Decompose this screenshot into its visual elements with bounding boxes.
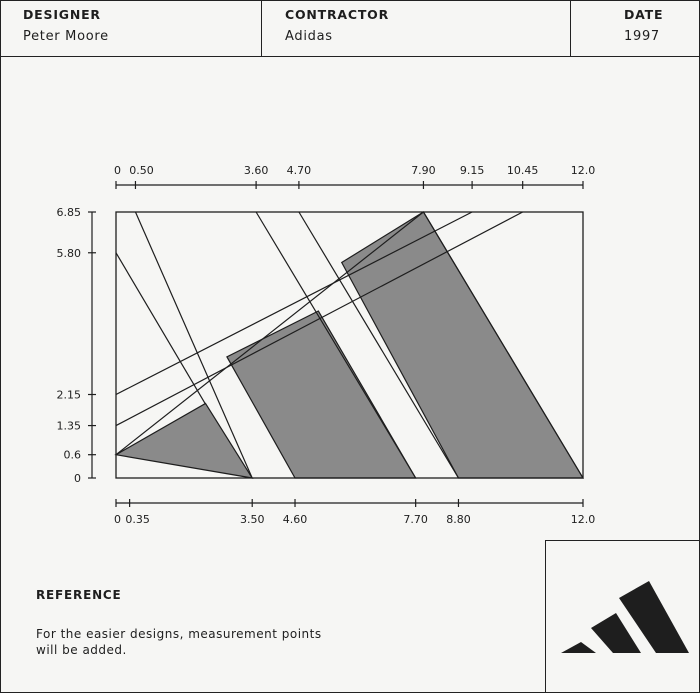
date-value: 1997 bbox=[624, 29, 660, 44]
title-block bbox=[1, 1, 699, 57]
top-tick-label: 0.50 bbox=[129, 164, 154, 177]
top-tick-label: 9.15 bbox=[459, 164, 485, 177]
left-tick-label: 2.15 bbox=[56, 388, 81, 402]
designer-label: DESIGNER bbox=[23, 7, 101, 22]
designer-cell bbox=[1, 1, 262, 56]
reference-heading: REFERENCE bbox=[36, 588, 122, 602]
bottom-tick-label: 3.50 bbox=[239, 513, 265, 526]
date-label: DATE bbox=[624, 7, 664, 22]
bottom-tick-label: 12.0 bbox=[570, 513, 596, 526]
left-tick-label: 0.6 bbox=[63, 448, 81, 462]
top-tick-label: 4.70 bbox=[286, 164, 312, 177]
top-tick-label: 12.0 bbox=[570, 164, 596, 177]
diagram-shapes bbox=[116, 212, 583, 478]
logo-construction-diagram bbox=[0, 150, 700, 540]
left-tick-label: 0 bbox=[74, 472, 81, 485]
bottom-tick-label: 7.70 bbox=[403, 513, 428, 526]
contractor-label: CONTRACTOR bbox=[285, 7, 390, 22]
designer-value: Peter Moore bbox=[23, 29, 109, 44]
top-tick-label: 10.45 bbox=[506, 164, 539, 177]
reference-note: For the easier designs, measurement points will be added. bbox=[36, 627, 322, 657]
contractor-value: Adidas bbox=[285, 29, 333, 44]
left-tick-label: 1.35 bbox=[56, 419, 81, 433]
date-cell bbox=[571, 1, 699, 56]
top-tick-label: 0 bbox=[114, 164, 121, 177]
contractor-cell bbox=[262, 1, 571, 56]
steep-line-2 bbox=[116, 253, 206, 404]
logo-bar-small bbox=[561, 642, 596, 653]
adidas-three-bars-logo bbox=[546, 541, 700, 693]
bottom-tick-label: 0.35 bbox=[125, 513, 150, 526]
logo-box bbox=[545, 540, 699, 692]
top-tick-label: 7.90 bbox=[411, 164, 436, 177]
bottom-tick-label: 8.80 bbox=[446, 513, 471, 526]
left-tick-label: 6.85 bbox=[56, 206, 81, 219]
left-tick-label: 5.80 bbox=[56, 246, 81, 260]
top-tick-label: 3.60 bbox=[243, 164, 269, 177]
bottom-tick-label: 4.60 bbox=[282, 513, 308, 526]
bottom-tick-label: 0 bbox=[114, 513, 121, 526]
